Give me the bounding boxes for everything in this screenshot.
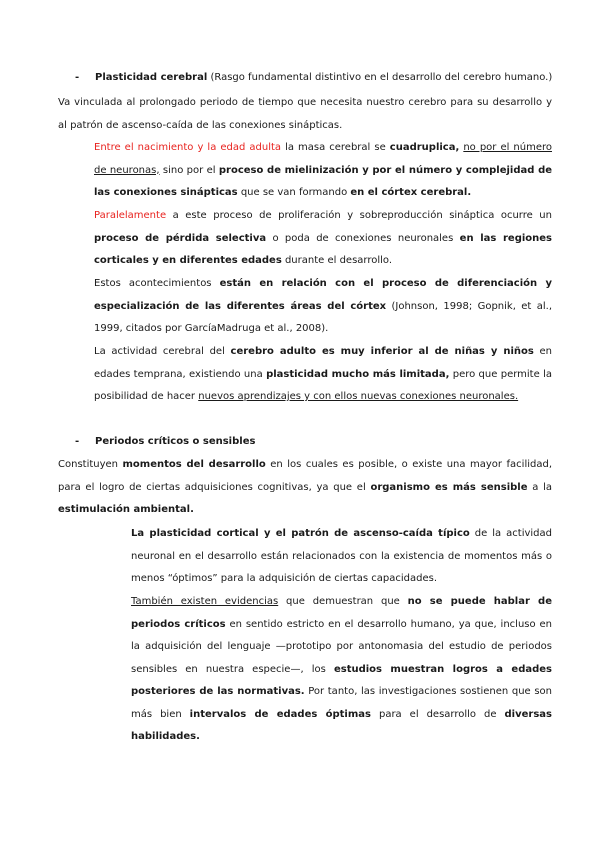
- segment: en los cuales es posible, o existe una mayor facilidad, para el logro de ciertas adquisiciones cognitivas, ya que el: [58, 459, 552, 493]
- segment: durante el desarrollo.: [281, 255, 393, 266]
- paragraph-acontecimientos: [94, 273, 552, 341]
- segment: plasticidad mucho más limitada,: [266, 368, 450, 380]
- segment: a la: [527, 481, 552, 493]
- segment: Paralelamente: [94, 210, 167, 221]
- paragraph-actividad-cerebral: [94, 341, 552, 409]
- segment: cerebro adulto es muy inferior al de niñas y niños: [230, 346, 534, 357]
- segment: Entre el nacimiento y la edad adulta: [94, 142, 282, 153]
- intro-paragraph: Va vinculada al prolongado periodo de tiempo que necesita nuestro cerebro para su desarrollo y al patrón de ascenso-caída de las conexiones sinápticas.: [58, 97, 552, 131]
- paragraph-masa-cerebral: [94, 137, 552, 205]
- segment: en las regiones corticales y en diferentes edades: [94, 232, 553, 266]
- paragraph-plasticidad-cortical: [131, 523, 552, 591]
- segment: diversas habilidades.: [131, 708, 552, 742]
- segment: proceso de pérdida selectiva: [94, 232, 267, 244]
- segment: (Johnson, 1998; Gopnik, et al., 1999, citados por GarcíaMadruga et al., 2008).: [94, 300, 552, 334]
- segment: proceso de mielinización y por el número y complejidad de las conexiones sinápticas: [94, 164, 553, 198]
- segment: en sentido estricto en el desarrollo humano, ya que, incluso en la adquisición del lenguaje —prototipo por antonomasia del estudio de periodos sensibles en nuestra especie—, los: [131, 618, 552, 675]
- segment: a este proceso de proliferación y sobreproducción sináptica ocurre un: [166, 210, 552, 221]
- section-heading-plasticidad: [95, 72, 552, 83]
- paragraph-paralelamente: [94, 205, 552, 273]
- segment: en el córtex cerebral.: [350, 187, 472, 198]
- heading-note: (Rasgo fundamental distintivo en el desarrollo del cerebro humano.): [207, 72, 553, 83]
- segment: la masa cerebral se: [281, 142, 390, 153]
- segment: estimulación ambiental.: [58, 504, 194, 515]
- section-heading-periodos: Periodos críticos o sensibles: [95, 436, 256, 447]
- segment: pero que permite la posibilidad de hacer: [94, 368, 552, 402]
- segment: La plasticidad cortical y el patrón de ascenso-caída típico: [131, 528, 470, 539]
- segment: intervalos de edades óptimas: [189, 708, 371, 720]
- segment: están en relación con el proceso de diferenciación y especialización de las diferentes áreas del córtex: [94, 278, 553, 312]
- segment: cuadruplica,: [389, 142, 460, 153]
- segment: Constituyen: [58, 459, 123, 470]
- bullet-dash: -: [75, 72, 80, 83]
- intro-paragraph-periodos: [58, 454, 552, 522]
- segment: no por el número de neuronas,: [94, 142, 552, 176]
- segment: organismo es más sensible: [370, 481, 528, 493]
- segment: de la actividad neuronal en el desarrollo están relacionados con la existencia de momentos más o menos “óptimos” para la adquisición de ciertas capacidades.: [131, 528, 552, 584]
- bullet-dash: -: [75, 436, 80, 447]
- heading-text: Plasticidad cerebral: [95, 72, 208, 83]
- segment: nuevos aprendizajes y con ellos nuevas conexiones neuronales.: [198, 391, 519, 402]
- segment: que se van formando: [237, 187, 351, 198]
- segment: También existen evidencias: [131, 596, 279, 607]
- segment: que demuestran que: [278, 596, 408, 607]
- segment: Estos acontecimientos: [94, 278, 220, 289]
- segment: sino por el: [159, 164, 219, 176]
- segment: La actividad cerebral del: [94, 346, 231, 357]
- paragraph-evidencias: [131, 591, 552, 749]
- segment: para el desarrollo de: [370, 708, 505, 720]
- segment: o poda de conexiones neuronales: [266, 232, 460, 244]
- segment: momentos del desarrollo: [122, 459, 266, 470]
- segment: estudios muestran logros a edades posteriores de las normativas.: [131, 663, 552, 697]
- segment: no se puede hablar de periodos críticos: [131, 596, 552, 630]
- segment: en edades temprana, existiendo una: [94, 346, 552, 380]
- segment: Por tanto, las investigaciones sostienen que son más bien: [131, 686, 553, 720]
